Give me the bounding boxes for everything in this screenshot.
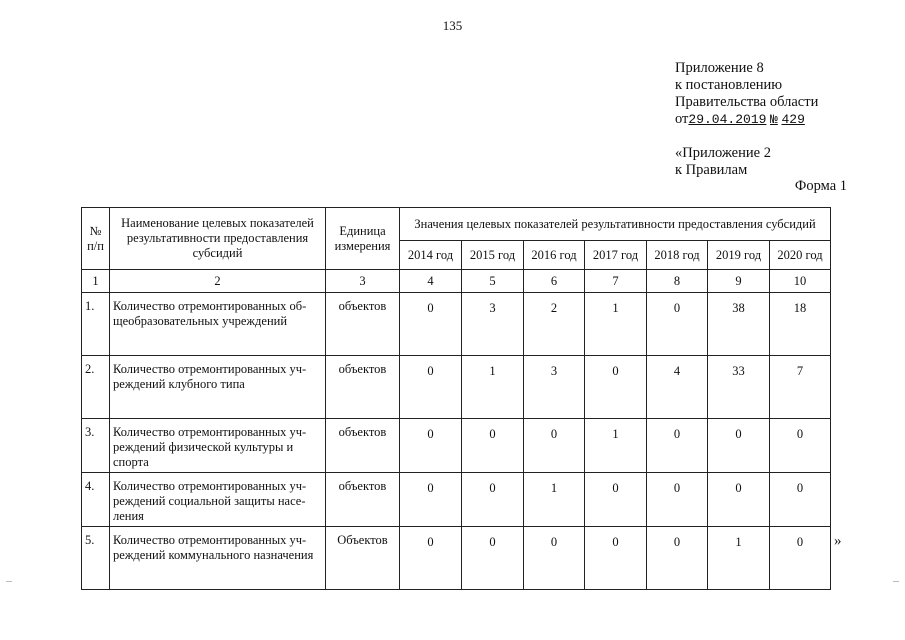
column-index: 5 [462, 270, 524, 293]
header-year: 2018 год [647, 241, 708, 270]
indicator-value: 0 [524, 527, 585, 590]
column-index: 1 [82, 270, 110, 293]
scan-edge-mark [893, 581, 899, 582]
appendix-date-line [675, 111, 818, 128]
number-sign: № [770, 112, 778, 127]
table-row [82, 527, 831, 590]
indicator-value: 0 [462, 473, 524, 527]
header-year: 2019 год [708, 241, 770, 270]
table-row [82, 419, 831, 473]
indicator-value: 1 [462, 356, 524, 419]
indicator-value: 0 [585, 473, 647, 527]
scan-edge-mark [6, 581, 12, 582]
appendix-ref: к постановлению [675, 77, 783, 93]
row-number: 5. [82, 527, 110, 590]
table-row [82, 356, 831, 419]
document-date: 29.04.2019 [688, 112, 767, 127]
appendix-title: Приложение 8 [675, 60, 764, 76]
column-index: 2 [110, 270, 326, 293]
indicator-value: 0 [462, 419, 524, 473]
header-year: 2014 год [400, 241, 462, 270]
indicator-value: 33 [708, 356, 770, 419]
indicator-unit: объектов [326, 293, 400, 356]
appendix-block [675, 60, 818, 128]
row-number: 3. [82, 419, 110, 473]
column-index: 7 [585, 270, 647, 293]
indicator-name: Количество отремонтированных уч-реждений социальной защиты насе-ления [110, 473, 326, 527]
indicator-value: 18 [770, 293, 831, 356]
appendix2-block [675, 145, 771, 179]
indicator-value: 0 [708, 419, 770, 473]
indicator-value: 0 [400, 356, 462, 419]
indicator-value: 7 [770, 356, 831, 419]
table-row [82, 293, 831, 356]
row-number: 1. [82, 293, 110, 356]
indicator-value: 0 [647, 293, 708, 356]
indicator-value: 0 [400, 293, 462, 356]
indicator-unit: объектов [326, 356, 400, 419]
date-prefix: от [675, 111, 689, 127]
header-year: 2015 год [462, 241, 524, 270]
indicator-unit: объектов [326, 419, 400, 473]
indicator-value: 0 [400, 473, 462, 527]
indicator-unit: объектов [326, 473, 400, 527]
indicator-value: 0 [647, 419, 708, 473]
header-name: Наименование целевых показателей результативности предоставления субсидий [110, 208, 326, 270]
indicator-value: 4 [647, 356, 708, 419]
indicator-value: 2 [524, 293, 585, 356]
header-num: № п/п [82, 208, 110, 270]
indicator-name: Количество отремонтированных уч-реждений клубного типа [110, 356, 326, 419]
indicator-value: 0 [770, 419, 831, 473]
row-number: 4. [82, 473, 110, 527]
indicator-name: Количество отремонтированных об-щеобразовательных учреждений [110, 293, 326, 356]
indicator-value: 0 [647, 473, 708, 527]
column-index-row [82, 270, 831, 293]
page-number: 135 [442, 18, 463, 33]
column-index: 8 [647, 270, 708, 293]
indicator-name: Количество отремонтированных уч-реждений физической культуры и спорта [110, 419, 326, 473]
header-year: 2016 год [524, 241, 585, 270]
indicator-value: 1 [585, 293, 647, 356]
indicator-value: 0 [770, 473, 831, 527]
indicator-value: 1 [524, 473, 585, 527]
indicator-value: 1 [585, 419, 647, 473]
column-index: 6 [524, 270, 585, 293]
indicator-value: 0 [524, 419, 585, 473]
column-index: 3 [326, 270, 400, 293]
closing-quote: » [834, 533, 842, 549]
indicator-value: 0 [462, 527, 524, 590]
indicator-value: 3 [524, 356, 585, 419]
indicator-value: 1 [708, 527, 770, 590]
indicator-value: 3 [462, 293, 524, 356]
header-values-group: Значения целевых показателей результативности предоставления субсидий [400, 208, 831, 241]
column-index: 4 [400, 270, 462, 293]
document-number: 429 [781, 112, 805, 127]
header-unit: Единица измерения [326, 208, 400, 270]
indicator-value: 0 [708, 473, 770, 527]
indicators-table [81, 207, 831, 590]
indicator-value: 0 [770, 527, 831, 590]
appendix2-ref: к Правилам [675, 162, 748, 178]
table-row [82, 473, 831, 527]
header-year: 2020 год [770, 241, 831, 270]
indicator-value: 38 [708, 293, 770, 356]
appendix-authority: Правительства области [675, 94, 819, 110]
column-index: 9 [708, 270, 770, 293]
indicator-value: 0 [400, 419, 462, 473]
form-label: Форма 1 [794, 178, 847, 194]
row-number: 2. [82, 356, 110, 419]
indicator-value: 0 [585, 527, 647, 590]
header-year: 2017 год [585, 241, 647, 270]
indicator-value: 0 [400, 527, 462, 590]
indicator-unit: Объектов [326, 527, 400, 590]
indicator-value: 0 [647, 527, 708, 590]
indicator-value: 0 [585, 356, 647, 419]
column-index: 10 [770, 270, 831, 293]
indicator-name: Количество отремонтированных уч-реждений коммунального назначения [110, 527, 326, 590]
appendix2-title: «Приложение 2 [675, 145, 771, 161]
